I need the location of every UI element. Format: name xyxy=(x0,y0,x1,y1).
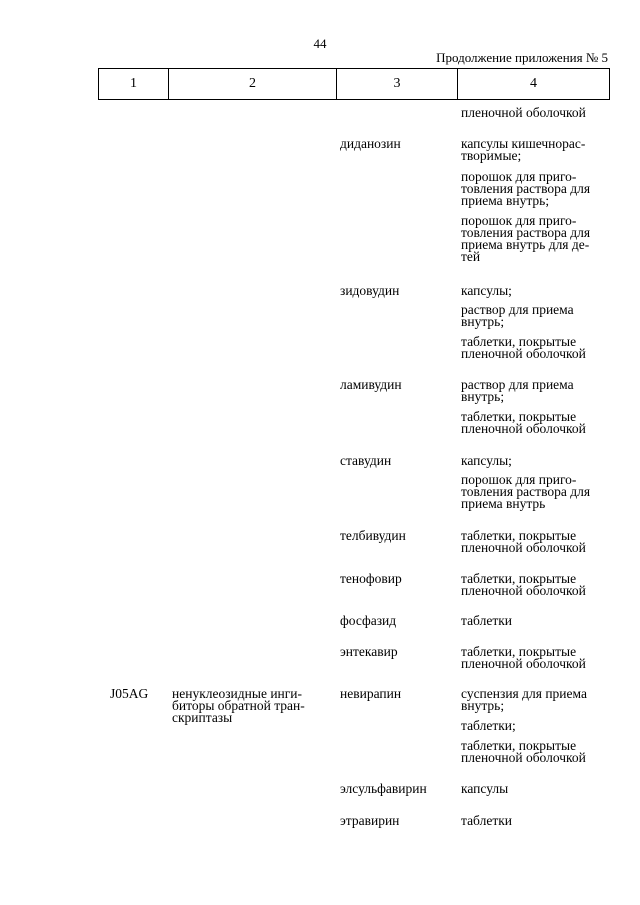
text-line: внутрь; xyxy=(461,314,505,329)
text-line: таблетки, покрытые xyxy=(461,528,577,543)
text-line: капсулы; xyxy=(461,453,512,468)
text-line: капсулы; xyxy=(461,283,512,298)
dosage-form-cell xyxy=(461,474,590,510)
header-col-3: 3 xyxy=(337,69,458,99)
dosage-form-cell xyxy=(461,815,512,827)
text-line: пленочной оболочкой xyxy=(461,540,586,555)
drug-name-cell xyxy=(340,455,391,467)
text-line: J05AG xyxy=(110,686,149,701)
text-line: диданозин xyxy=(340,136,401,151)
text-line: пленочной оболочкой xyxy=(461,750,586,765)
text-line: товления раствора для xyxy=(461,181,591,196)
dosage-form-cell xyxy=(461,379,574,403)
text-line: раствор для приема xyxy=(461,377,574,392)
page-number: 44 xyxy=(313,36,327,51)
dosage-form-cell xyxy=(461,215,590,263)
text-line: пленочной оболочкой xyxy=(461,105,586,120)
text-line: внутрь; xyxy=(461,389,505,404)
text-line: таблетки, покрытые xyxy=(461,738,577,753)
text-line: таблетки xyxy=(461,813,513,828)
text-line: энтекавир xyxy=(340,644,398,659)
text-line: приема внутрь; xyxy=(461,193,550,208)
text-line: таблетки, покрытые xyxy=(461,334,577,349)
text-line: пленочной оболочкой xyxy=(461,346,586,361)
drug-name-cell xyxy=(340,379,402,391)
text-line: этравирин xyxy=(340,813,400,828)
drug-name-cell xyxy=(340,646,398,658)
text-line: телбивудин xyxy=(340,528,406,543)
table-header-row xyxy=(98,68,610,100)
drug-name-cell xyxy=(340,573,402,585)
text-line: внутрь; xyxy=(461,698,505,713)
text-line: пленочной оболочкой xyxy=(461,421,586,436)
text-line: таблетки, покрытые xyxy=(461,644,577,659)
header-col-2: 2 xyxy=(169,69,337,99)
drug-name-cell xyxy=(340,138,401,150)
drug-name-cell xyxy=(340,530,406,542)
drug-name-cell xyxy=(340,783,427,795)
dosage-form-cell xyxy=(461,336,586,360)
text-line: таблетки; xyxy=(461,718,516,733)
text-line: таблетки xyxy=(461,613,513,628)
dosage-form-cell xyxy=(461,138,585,162)
drug-name-cell xyxy=(340,285,399,297)
dosage-form-cell xyxy=(461,304,574,328)
text-line: раствор для приема xyxy=(461,302,574,317)
text-line: ставудин xyxy=(340,453,392,468)
text-line: зидовудин xyxy=(340,283,400,298)
text-line: товления раствора для xyxy=(461,225,591,240)
text-line: биторы обратной тран- xyxy=(172,698,305,713)
text-line: тей xyxy=(461,249,481,264)
dosage-form-cell xyxy=(461,646,586,670)
text-line: творимые; xyxy=(461,148,522,163)
text-line: невирапин xyxy=(340,686,402,701)
text-line: товления раствора для xyxy=(461,484,591,499)
dosage-form-cell xyxy=(461,285,512,297)
text-line: приема внутрь xyxy=(461,496,546,511)
text-line: пленочной оболочкой xyxy=(461,656,586,671)
text-line: порошок для приго- xyxy=(461,472,577,487)
text-line: тенофовир xyxy=(340,571,402,586)
text-line: скриптазы xyxy=(172,710,233,725)
dosage-form-cell xyxy=(461,411,586,435)
text-line: таблетки, покрытые xyxy=(461,571,577,586)
text-line: порошок для приго- xyxy=(461,169,577,184)
dosage-form-cell xyxy=(461,615,512,627)
dosage-form-cell xyxy=(461,783,508,795)
drug-name-cell xyxy=(340,815,399,827)
text-line: приема внутрь для де- xyxy=(461,237,590,252)
dosage-form-cell xyxy=(461,455,512,467)
group-name-cell xyxy=(172,688,305,724)
dosage-form-cell xyxy=(461,740,586,764)
text-line: ненуклеозидные инги- xyxy=(172,686,303,701)
dosage-form-cell xyxy=(461,107,586,119)
dosage-form-cell xyxy=(461,688,587,712)
drug-name-cell xyxy=(340,688,401,700)
text-line: элсульфавирин xyxy=(340,781,427,796)
atc-code-cell xyxy=(110,688,148,700)
text-line: ламивудин xyxy=(340,377,402,392)
dosage-form-cell xyxy=(461,530,586,554)
text-line: капсулы кишечнорас- xyxy=(461,136,586,151)
header-col-4: 4 xyxy=(530,76,537,91)
text-line: таблетки, покрытые xyxy=(461,409,577,424)
text-line: пленочной оболочкой xyxy=(461,583,586,598)
appendix-note: Продолжение приложения № 5 xyxy=(436,50,608,65)
text-line: капсулы xyxy=(461,781,509,796)
text-line: суспензия для приема xyxy=(461,686,587,701)
drug-name-cell xyxy=(340,615,396,627)
text-line: фосфазид xyxy=(340,613,397,628)
header-col-1: 1 xyxy=(99,69,169,99)
dosage-form-cell xyxy=(461,171,590,207)
dosage-form-cell xyxy=(461,573,586,597)
text-line: порошок для приго- xyxy=(461,213,577,228)
dosage-form-cell xyxy=(461,720,516,732)
